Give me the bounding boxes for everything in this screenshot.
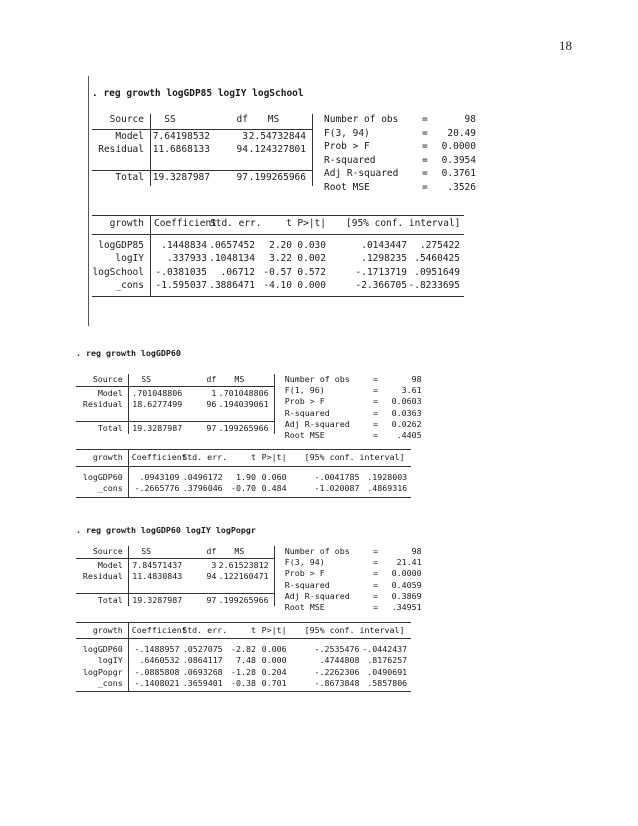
coef-header-stderr: Std. err. — [182, 452, 228, 462]
coef-stderr: .0657452 — [209, 239, 255, 251]
coef-vrule — [128, 449, 129, 497]
stat-eq: = — [422, 154, 428, 166]
stat-eq: = — [373, 579, 378, 590]
anova-source: Residual — [82, 571, 123, 582]
stat-label: Root MSE — [324, 181, 370, 193]
coef-p: 0.002 — [297, 253, 326, 264]
coef-bottom-rule — [92, 296, 464, 297]
coef-vrule — [150, 215, 151, 296]
stat-value: 0.3869 — [391, 590, 422, 601]
coef-value: .0943109 — [139, 471, 180, 482]
stat-eq: = — [373, 430, 378, 440]
coef-header-stderr: Std. err. — [210, 218, 262, 229]
anova-ms: 2.54732844 — [248, 130, 306, 142]
stat-value: .3526 — [447, 181, 476, 193]
coef-stderr: .0496172 — [182, 471, 223, 482]
stat-value: 0.0603 — [391, 396, 422, 407]
anova-source: Residual — [98, 144, 144, 155]
anova-df: 3 — [242, 130, 248, 142]
anova-source: Model — [115, 130, 144, 142]
anova-total-ms: .199265966 — [218, 422, 269, 433]
stat-value: 0.3761 — [441, 168, 476, 179]
coef-ci-high: .1928003 — [367, 471, 408, 482]
coef-var-name: logIY — [97, 655, 123, 666]
anova-header-rule — [92, 129, 312, 130]
coef-ci-high: .5857806 — [367, 677, 408, 688]
anova-header-ms: MS — [267, 114, 280, 125]
coef-p: 0.701 — [261, 677, 287, 688]
anova-source: Residual — [82, 399, 123, 410]
coef-ci-high: -.0442437 — [362, 644, 408, 655]
coef-value: .337933 — [166, 253, 207, 264]
stat-value: .4405 — [396, 430, 422, 440]
coef-header-ci: [95% conf. interval] — [304, 452, 405, 462]
anova-total-ss: 19.3287987 — [152, 172, 210, 183]
anova-header-rule — [76, 558, 274, 559]
stat-value: 0.4059 — [391, 579, 422, 590]
anova-total-ms: .199265966 — [248, 172, 306, 183]
coef-header-ci: [95% conf. interval] — [346, 218, 461, 229]
output-frame-left-border — [88, 76, 89, 326]
stat-label: Number of obs — [324, 114, 399, 125]
stat-value: 0.0000 — [391, 568, 422, 579]
coef-t: -4.10 — [263, 280, 292, 291]
stat-value: 0.0363 — [391, 407, 422, 418]
coef-header-t: t — [251, 625, 256, 635]
anova-header-rule — [76, 386, 274, 387]
coef-t: -0.57 — [263, 266, 292, 278]
stat-label: Root MSE — [284, 602, 325, 612]
stat-eq: = — [373, 385, 378, 396]
coef-top-rule — [76, 449, 411, 450]
stat-eq: = — [422, 181, 428, 193]
stat-eq: = — [422, 168, 428, 179]
coef-stderr: .1048134 — [209, 253, 255, 264]
anova-df: 3 — [211, 560, 217, 571]
anova-source: Model — [97, 560, 123, 571]
stat-eq: = — [373, 418, 378, 429]
coef-ci-high: .275422 — [419, 239, 460, 251]
coef-ci-low: -.1713719 — [355, 266, 407, 278]
coef-var-name: logGDP60 — [82, 471, 123, 482]
anova-header-ss: SS — [164, 114, 176, 125]
anova-total-source: Total — [97, 422, 123, 433]
anova-ss: 18.6277499 — [132, 399, 183, 410]
coef-value: -.1408021 — [134, 677, 180, 688]
coef-vrule — [128, 622, 129, 691]
coef-stderr: .06712 — [220, 266, 255, 278]
stat-label: Adj R-squared — [284, 418, 350, 429]
stat-eq: = — [373, 568, 378, 579]
anova-ms: .701048806 — [218, 388, 269, 399]
coef-header-t: t — [251, 452, 256, 462]
anova-ms: .124327801 — [248, 144, 306, 155]
coef-ci-low: .1298235 — [361, 253, 407, 264]
coef-value: -.1488957 — [134, 644, 180, 655]
stat-value: 21.41 — [396, 557, 422, 568]
anova-header-ss: SS — [141, 546, 152, 556]
coef-p: 0.006 — [261, 644, 287, 655]
anova-df: 94 — [236, 144, 248, 155]
regress-command: . reg growth logGDP60 — [76, 348, 181, 358]
anova-ms: .194039061 — [218, 399, 269, 410]
coef-p: 0.000 — [261, 655, 287, 666]
stat-label: Prob > F — [284, 568, 325, 579]
coef-ci-high: .5460425 — [414, 253, 460, 264]
anova-total-source: Total — [97, 594, 123, 605]
regress-command: . reg growth logGDP85 logIY logSchool — [92, 88, 304, 99]
stat-label: Prob > F — [284, 396, 325, 407]
stat-label: R-squared — [324, 154, 376, 166]
coef-var-name: logSchool — [92, 266, 144, 278]
coef-header-coefficient: Coefficient — [154, 218, 217, 229]
anova-total-ms: .199265966 — [218, 594, 269, 605]
anova-header-source: Source — [92, 546, 123, 556]
coef-top-rule — [76, 622, 411, 623]
coef-bottom-rule — [76, 497, 411, 498]
stat-eq: = — [422, 114, 428, 125]
anova-header-ss: SS — [141, 374, 152, 384]
coef-stderr: .3659401 — [182, 677, 223, 688]
anova-ss: 7.64198532 — [152, 130, 210, 142]
coef-header-depvar: growth — [92, 625, 123, 635]
coef-ci-high: .8176257 — [367, 655, 408, 666]
coef-header-p: P>|t| — [297, 218, 326, 229]
coef-bottom-rule — [76, 691, 411, 692]
anova-header-ms: MS — [234, 374, 245, 384]
anova-vrule-2 — [274, 546, 275, 606]
coef-stderr: .0693268 — [182, 666, 223, 677]
coef-var-name: logGDP85 — [98, 239, 144, 251]
coef-t: -0.38 — [231, 677, 256, 688]
anova-ss: .701048806 — [132, 388, 183, 399]
anova-total-df: 97 — [206, 422, 217, 433]
anova-ms: .122160471 — [218, 571, 269, 582]
anova-df: 1 — [211, 388, 217, 399]
coef-ci-low: -.0041785 — [314, 471, 360, 482]
stat-eq: = — [373, 374, 378, 384]
stat-label: F(1, 96) — [284, 385, 325, 396]
coef-var-name: logIY — [115, 253, 144, 264]
coef-header-rule — [76, 466, 411, 467]
coef-var-name: logPopgr — [82, 666, 123, 677]
coef-t: -0.70 — [231, 483, 256, 493]
stat-label: Adj R-squared — [284, 590, 350, 601]
coef-p: 0.030 — [297, 239, 326, 251]
anova-ms: 2.61523812 — [218, 560, 269, 571]
coef-p: 0.204 — [261, 666, 287, 677]
coef-var-name: _cons — [97, 483, 123, 493]
anova-total-df: 97 — [206, 594, 217, 605]
stat-eq: = — [373, 396, 378, 407]
stat-eq: = — [373, 546, 378, 556]
stat-eq: = — [373, 557, 378, 568]
anova-total-source: Total — [115, 172, 144, 183]
anova-header-df: df — [206, 374, 217, 384]
stat-value: 0.0262 — [391, 418, 422, 429]
anova-vrule-1 — [128, 546, 129, 606]
stat-value: 3.61 — [401, 385, 422, 396]
anova-total-rule — [76, 593, 274, 594]
coef-header-depvar: growth — [92, 452, 123, 462]
coef-header-rule — [92, 234, 464, 235]
coef-ci-low: -1.020087 — [314, 483, 360, 493]
anova-df: 96 — [206, 399, 217, 410]
regression-output-3 — [76, 525, 466, 705]
coef-value: -.0885808 — [134, 666, 180, 677]
anova-source: Model — [97, 388, 123, 399]
anova-header-df: df — [206, 546, 217, 556]
anova-vrule-1 — [150, 114, 151, 186]
page-number: 18 — [559, 38, 572, 53]
coef-value: -.2665776 — [134, 483, 180, 493]
anova-total-rule — [76, 421, 274, 422]
coef-t: 7.48 — [236, 655, 256, 666]
coef-var-name: _cons — [97, 677, 123, 688]
coef-ci-high: .0490691 — [367, 666, 408, 677]
coef-header-ci: [95% conf. interval] — [304, 625, 405, 635]
stat-eq: = — [373, 602, 378, 612]
stat-value: 98 — [411, 546, 422, 556]
stat-label: F(3, 94) — [284, 557, 325, 568]
coef-t: 1.90 — [236, 471, 256, 482]
stat-label: R-squared — [284, 407, 330, 418]
anova-ss: 11.6868133 — [152, 144, 210, 155]
anova-header-source: Source — [109, 114, 144, 125]
coef-ci-high: .4869316 — [367, 483, 408, 493]
coef-p: 0.484 — [261, 483, 287, 493]
stat-label: Number of obs — [284, 374, 350, 384]
coef-ci-low: .4744808 — [319, 655, 360, 666]
stat-label: R-squared — [284, 579, 330, 590]
regression-output-2 — [76, 348, 466, 518]
anova-ss: 7.84571437 — [132, 560, 183, 571]
coef-header-p: P>|t| — [261, 625, 287, 635]
coef-value: -1.595037 — [155, 280, 207, 291]
anova-ss: 11.4830843 — [132, 571, 183, 582]
stat-eq: = — [422, 141, 428, 152]
coef-header-depvar: growth — [109, 218, 144, 229]
anova-vrule-1 — [128, 374, 129, 434]
coef-var-name: logGDP60 — [82, 644, 123, 655]
coef-t: 3.22 — [269, 253, 292, 264]
coef-header-rule — [76, 638, 411, 639]
coef-t: 2.20 — [269, 239, 292, 251]
coef-t: -1.28 — [231, 666, 256, 677]
coef-value: -.0381035 — [155, 266, 207, 278]
coef-value: .1448834 — [161, 239, 207, 251]
stat-label: Root MSE — [284, 430, 325, 440]
stat-label: F(3, 94) — [324, 127, 370, 139]
stat-value: 20.49 — [447, 127, 476, 139]
stat-label: Adj R-squared — [324, 168, 399, 179]
stat-label: Prob > F — [324, 141, 370, 152]
coef-stderr: .0864117 — [182, 655, 223, 666]
coef-ci-low: -.2262306 — [314, 666, 360, 677]
coef-ci-high: .0951649 — [414, 266, 460, 278]
stat-value: 0.3954 — [441, 154, 476, 166]
anova-header-ms: MS — [234, 546, 245, 556]
coef-stderr: .3886471 — [209, 280, 255, 291]
coef-ci-low: -.2535476 — [314, 644, 360, 655]
anova-total-df: 97 — [236, 172, 248, 183]
coef-p: 0.060 — [261, 471, 287, 482]
stat-value: 98 — [464, 114, 476, 125]
anova-vrule-2 — [274, 374, 275, 434]
anova-total-ss: 19.3287987 — [132, 594, 183, 605]
stat-value: .34951 — [391, 602, 422, 612]
coef-value: .6460532 — [139, 655, 180, 666]
coef-ci-low: -.8673848 — [314, 677, 360, 688]
coef-stderr: .0527075 — [182, 644, 223, 655]
coef-header-p: P>|t| — [261, 452, 287, 462]
anova-total-rule — [92, 170, 312, 171]
coef-top-rule — [92, 215, 464, 216]
coef-header-coefficient: Coefficient — [131, 452, 187, 462]
coef-ci-low: .0143447 — [361, 239, 407, 251]
stat-label: Number of obs — [284, 546, 350, 556]
coef-header-t: t — [286, 218, 292, 229]
coef-p: 0.000 — [297, 280, 326, 291]
anova-header-source: Source — [92, 374, 123, 384]
stat-value: 0.0000 — [441, 141, 476, 152]
regress-command: . reg growth logGDP60 logIY logPopgr — [76, 525, 256, 535]
coef-var-name: _cons — [115, 280, 144, 291]
coef-p: 0.572 — [297, 266, 326, 278]
coef-t: -2.82 — [231, 644, 256, 655]
regression-output-1 — [92, 88, 482, 320]
anova-vrule-2 — [312, 114, 313, 186]
coef-stderr: .3796046 — [182, 483, 223, 493]
anova-df: 94 — [206, 571, 217, 582]
coef-header-stderr: Std. err. — [182, 625, 228, 635]
anova-total-ss: 19.3287987 — [132, 422, 183, 433]
anova-header-df: df — [236, 114, 248, 125]
stat-eq: = — [373, 407, 378, 418]
coef-header-coefficient: Coefficient — [131, 625, 187, 635]
stat-eq: = — [422, 127, 428, 139]
coef-ci-low: -2.366705 — [355, 280, 407, 291]
coef-ci-high: -.8233695 — [408, 280, 460, 291]
stat-eq: = — [373, 590, 378, 601]
stat-value: 98 — [411, 374, 422, 384]
